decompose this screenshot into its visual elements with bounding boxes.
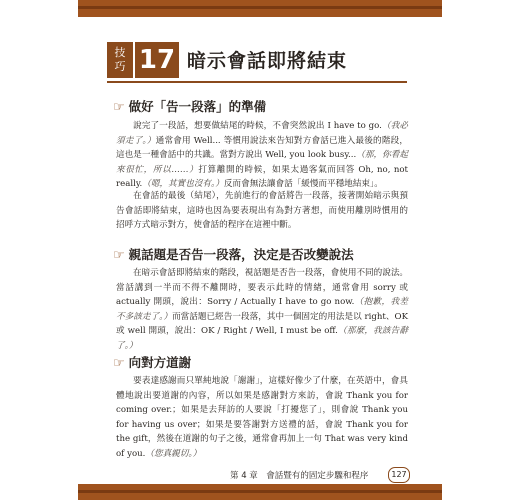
paragraph-text: 而當話題已經告一段落，其中一個固定的用法是以 right、OK 或 well 開頭，說出：OK / Right / Well, I must be off. — [116, 311, 408, 337]
pointing-hand-icon: ☞ — [113, 248, 125, 263]
page-footer — [230, 467, 410, 483]
translation-note: （嗯，其實也沒有。） — [142, 179, 224, 190]
pointing-hand-icon: ☞ — [113, 100, 125, 115]
tip-number: 17 — [135, 42, 179, 78]
bottom-decorative-band — [78, 484, 442, 500]
section-heading-text: 做好「告一段落」的準備 — [128, 99, 267, 114]
paragraph-text: 在暗示會話即將結束的階段，視話題是否告一段落，會使用不同的說法。當話講到一半而不得不離開時，要表示此時的情緒，通常會用 sorry 或 actually 開頭，說出：Sorry / Actually I have to go now. — [116, 268, 409, 308]
top-band-bar — [78, 0, 442, 17]
tip-tag — [107, 42, 133, 78]
tip-header — [107, 42, 407, 80]
paragraph — [116, 266, 408, 354]
section-heading-text: 親話題是否告一段落，決定是否改變說法 — [128, 247, 354, 262]
tip-tag-label: 技巧 — [114, 46, 126, 73]
paragraph — [116, 119, 408, 192]
paragraph-text: 打算離開的時候，如果太過客氣而回答 Oh, no, not really. — [116, 164, 408, 190]
translation-note: （那，你看起來很忙，所以……） — [116, 150, 408, 175]
top-decorative-band — [0, 0, 520, 18]
translation-note: （那麼，我該告辭了。） — [116, 326, 408, 351]
paragraph-text: 反而會無法讓會話「緩慢而平穩地結束」。 — [223, 179, 383, 190]
page-number: 127 — [388, 467, 410, 483]
paragraph-text: 要表達感謝而只單純地說「謝謝」，這樣好像少了什麼，在英語中，會具體地說出要道謝的內容，所以如果是感謝對方來訪，會說 Thank you for coming over.；如果是去拜訪的人要說「打擾您了」，則會說 Thank you for having us over；如果是要答謝對方送禮的話，會說 Thank you for the gift，然後在道謝的句子之後，通常會再加上一句 That was very kind of you. — [116, 376, 408, 459]
section-heading-2 — [113, 245, 354, 263]
translation-note: （抱歉，我差不多該走了。） — [116, 297, 408, 322]
chapter-title: 第 4 章 會話暨有的固定步驟和程序 — [230, 471, 369, 481]
translation-note: （您真親切。） — [145, 448, 202, 459]
top-band-stripe — [78, 6, 442, 9]
paragraph-text: 在會話的最後（結尾），先前進行的會話將告一段落，接著開始暗示與預告會話即將結束，這時也因為要表現出有為對方著想，而使用離別時慣用的招呼方式暗示對方，使會話的程序在這裡中斷。 — [116, 191, 408, 231]
paragraph-text: 說完了一段話，想要做結尾的時候，不會突然說出 I have to go. — [133, 121, 382, 131]
translation-note: （我必須走了。） — [116, 121, 408, 146]
paragraph — [116, 374, 408, 462]
paragraph-text: 通常會用 Well... 等慣用說法來告知對方會話已進入最後的階段，這也是一種會話中的共識。當對方說出 Well, you look busy... — [116, 135, 408, 161]
pointing-hand-icon: ☞ — [113, 356, 125, 371]
page-title: 暗示會話即將結束 — [187, 50, 348, 72]
bottom-band-stripe — [78, 490, 442, 493]
section-heading-3 — [113, 353, 191, 371]
title-underline — [107, 81, 407, 83]
section-heading-1 — [113, 97, 266, 115]
section-heading-text: 向對方道謝 — [128, 355, 192, 370]
paragraph — [116, 189, 408, 233]
